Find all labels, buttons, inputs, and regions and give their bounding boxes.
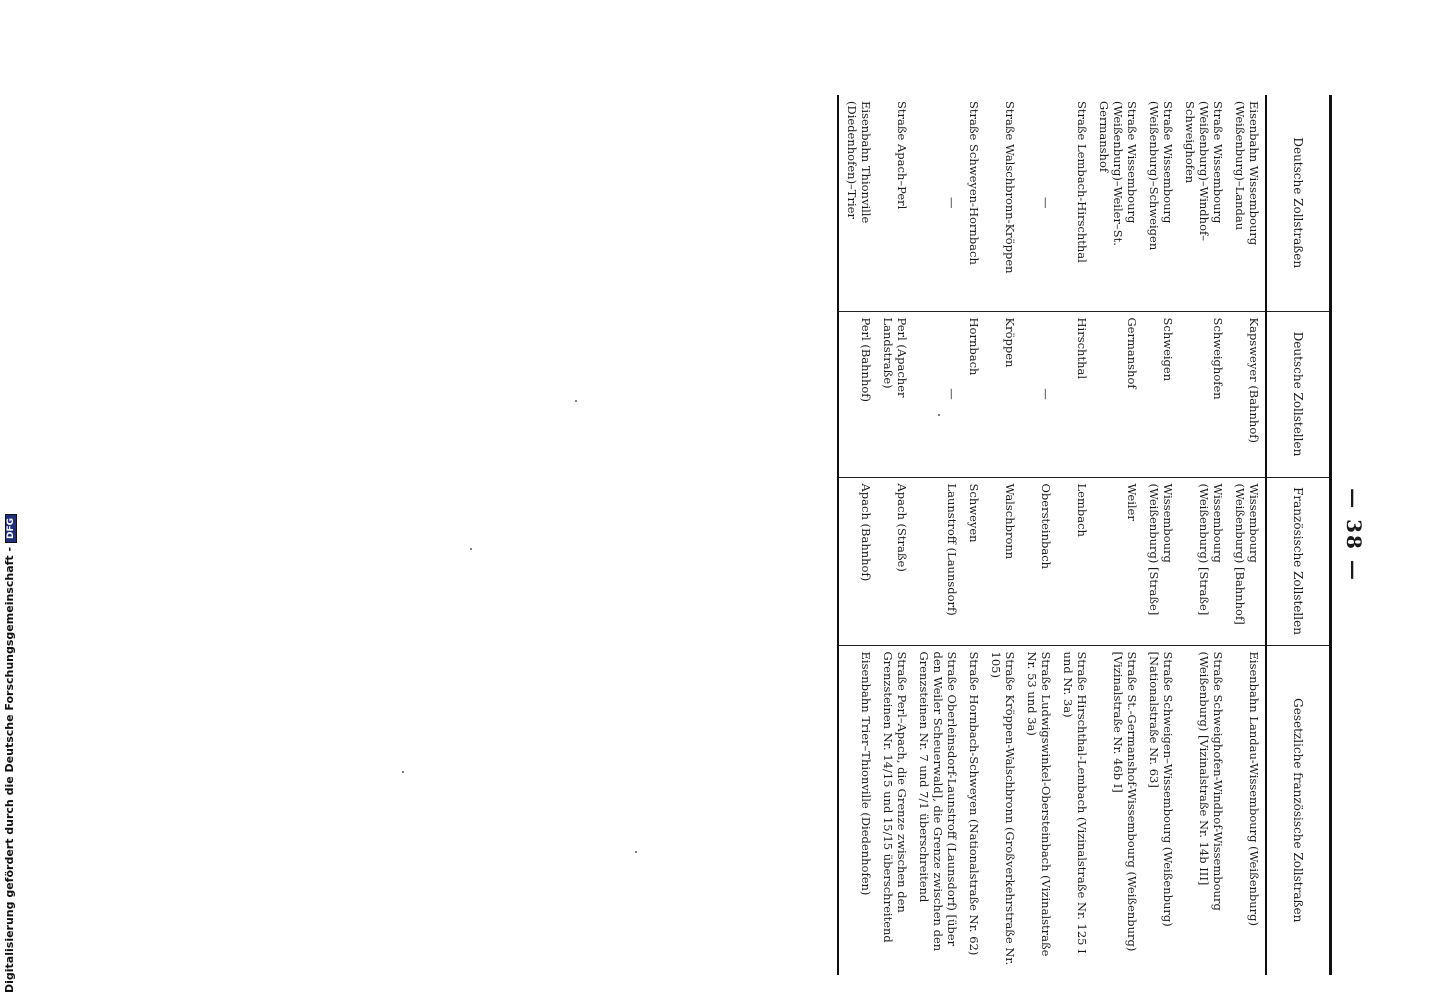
cell-french-office: Apach (Straße) [877,477,913,645]
cell-german-road: Straße Wissembourg (Weißenburg)–Windhof–Schweighofen [1182,101,1225,242]
cell-german-office: Hornbach [963,311,985,477]
cell-german-road: Eisenbahn Thionville (Diedenhofen)–Trier [844,101,873,224]
header-german-customs-roads: Deutsche Zollstraßen [1266,95,1331,311]
cell-french-road: Straße St.-Germanshof-Wissembourg (Weißenburg) [Vizinalstraße Nr. 46b I] [1093,645,1143,975]
cell-german-office: Kröppen [985,311,1021,477]
cell-german-office: — [913,311,963,477]
cell-german-office: Perl (Apacher Landstraße) [877,311,913,477]
cell-german-office: Schweighofen [1179,311,1229,477]
cell-french-office: Walschbronn [985,477,1021,645]
cell-german-road: — [944,197,959,209]
table-row [1143,95,1179,975]
cell-german-office: Perl (Bahnhof) [839,311,877,477]
cell-german-road: Straße Walschbronn-Kröppen [1002,101,1017,274]
cell-french-office: Launstroff (Launsdorf) [913,477,963,645]
table-row [1229,95,1266,975]
scan-speck [470,548,472,550]
cell-french-office: Apach (Bahnhof) [839,477,877,645]
cell-german-road: Straße Wissembourg (Weißenburg)–Schweigen [1146,101,1175,251]
cell-french-road: Eisenbahn Trier–Thionville (Diedenhofen) [839,645,877,975]
table-row [913,95,963,975]
cell-french-office: Lembach [1057,477,1093,645]
table-bottom-rule [837,95,839,975]
table-row [985,95,1021,975]
cell-french-road: Straße Perl–Apach, die Grenze zwischen den Grenzsteinen Nr. 14/15 und 15/15 überschreitend [877,645,913,975]
cell-french-office: Obersteinbach [1021,477,1057,645]
table-row [1057,95,1093,975]
cell-german-road: Straße Lembach-Hirschthal [1074,101,1089,263]
cell-german-road: Straße Wissembourg (Weißenburg)–Weiler–St. Germanshof [1096,101,1139,246]
cell-french-road: Straße Schweighofen-Windhof-Wissembourg (Weißenburg) [Vizinalstraße Nr. 14b III] [1179,645,1229,975]
cell-french-road: Straße Schweigen–Wissembourg (Weißenburg) [Nationalstraße Nr. 63] [1143,645,1179,975]
dfg-logo: DFG [5,514,17,543]
cell-german-office: Kapsweyer (Bahnhof) [1229,311,1266,477]
cell-french-road: Eisenbahn Landau-Wissembourg (Weißenburg) [1229,645,1266,975]
table-row [877,95,913,975]
cell-french-office: Schweyen [963,477,985,645]
header-french-customs-offices: Französische Zollstellen [1266,477,1331,645]
digitization-credit [3,514,17,993]
cell-french-road: Straße Hirschthal-Lembach (Vizinalstraße Nr. 125 I und Nr. 3a) [1057,645,1093,975]
scan-speck [635,851,637,853]
header-german-customs-offices: Deutsche Zollstellen [1266,311,1331,477]
cell-french-road: Straße Hornbach-Schweyen (Nationalstraße Nr. 62) [963,645,985,975]
cell-french-road: Straße Kröppen-Walschbronn (Großverkehrstraße Nr. 105) [985,645,1021,975]
header-french-legal-customs-roads: Gesetzliche französische Zollstraßen [1266,645,1331,975]
cell-german-office: Hirschthal [1057,311,1093,477]
cell-german-office: — [1021,311,1057,477]
scan-speck [402,771,404,773]
cell-french-office: Wissembourg (Weißenburg) [Straße] [1143,477,1179,645]
cell-french-road: Straße Ludwigswinkel-Obersteinbach (Vizinalstraße Nr. 53 und 3a) [1021,645,1057,975]
cell-german-office: Germanshof [1093,311,1143,477]
customs-table [839,95,1332,975]
table-row [1021,95,1057,975]
scan-speck [575,400,577,402]
cell-french-office: Wissembourg (Weißenburg) [Straße] [1179,477,1229,645]
cell-french-road: Straße Oberleinsdorf-Launstroff (Launsdorf) [über den Weiler Scheuerwald], die Grenze zwischen den Grenzsteinen Nr. 7 und 7/1 überschreitend [913,645,963,975]
rotated-document-page [40,95,1366,975]
table-row [1179,95,1229,975]
table-row [1093,95,1143,975]
page-number: — 38 — [1342,488,1366,582]
cell-french-office: Weiler [1093,477,1143,645]
cell-german-road: Straße Apach–Perl [894,101,909,210]
cell-german-road: Eisenbahn Wissembourg (Weißenburg)–Landau [1232,101,1261,246]
table-row [963,95,985,975]
cell-german-road: Straße Schweyen-Hornbach [966,101,981,265]
cell-french-office: Wissembourg (Weißenburg) [Bahnhof] [1229,477,1266,645]
cell-german-office: Schweigen [1143,311,1179,477]
table-row [839,95,877,975]
digitization-credit-text: Digitalisierung gefördert durch die Deutsche Forschungsgemeinschaft - [3,546,16,993]
cell-german-road: — [1038,197,1053,209]
scan-speck [938,414,940,416]
table-header-row [1266,95,1331,975]
